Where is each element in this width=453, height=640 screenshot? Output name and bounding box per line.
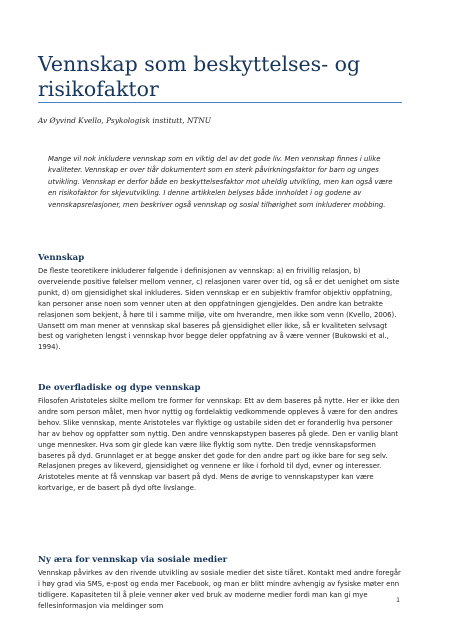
section-body-overfladiske: Filosofen Aristoteles skilte mellom tre former for vennskap: Ett av dem baseres på nytte. Her er ikke den andre som person målet, men hvor nyttig og fordelaktig vedkommende oppleves å være for den andres behov. Slike vennskap, mente Aristoteles var flyktige og ustabile siden det er foranderlig hva personer har av behov og oppfatter som nyttig. Den andre vennskapstypen baseres på glede. Den er vanlig blant unge mennesker. Hva som gir glede kan være like flyktig som nytte. Den tredje vennskapsformen baseres på dyd. Grunnlaget er at begge ønsker det gode for den andre part og ikke bare for seg selv. Relasjonen preges av likeverd, gjensidighet og vennene er like i forhold til dyd, evner og interesser. Aristoteles mente at få vennskap var basert på dyd. Mens de øvrige to vennskapstyper kan være kortvarige, er de basert på dyd ofte livslange. — [38, 397, 400, 493]
page-number: 1 — [396, 596, 401, 604]
title-divider — [38, 102, 402, 103]
section-body-vennskap: De fleste teoretikere inkluderer følgende i definisjonen av vennskap: a) en frivillig relasjon, b) overveiende positive følelser mellom venner, c) relasjonen varer over tid, og så er det uenighet om siste punkt, d) om gjensidighet skal inkluderes. Siden vennskap er en subjektiv framfor objektiv oppfatning, kan personer anse noen som venner uten at den oppfatningen gjengjeldes. Den andre kan betrakte relasjonen som bekjent, å høre til i samme miljø, vite om hverandre, men ikke som venn (Kvello, 2006). Uansett om man mener at vennskap skal baseres på gjensidighet eller ikke, så er kvaliteten selvsagt best og varigheten lengst i vennskap hvor begge deler oppfatning av å være venner (Bukowski et al., 1994). — [38, 267, 400, 352]
section-body-sosiale-medier: Vennskap påvirkes av den rivende utvikling av sosiale medier det siste tiåret. Kontakt med andre foregår i høy grad via SMS, e-post og enda mer Facebook, og man er blitt mindre avhengig av fysiske møter enn tidligere. Kapasiteten til å pleie venner øker ved bruk av moderne medier fordi man kan gi mye fellesinformasjon via meldinger som — [38, 569, 401, 610]
section-heading-vennskap: Vennskap — [38, 253, 85, 263]
article-title: Vennskap som beskyttelses- og risikofaktor — [38, 52, 361, 101]
section-heading-overfladiske: De overfladiske og dype vennskap — [38, 383, 201, 393]
abstract-paragraph: Mange vil nok inkludere vennskap som en viktig del av det gode liv. Men vennskap finnes i ulike kvaliteter. Vennskap er over tiår dokumentert som en sterk påvirkningsfaktor for barn og unges utvikling. Vennskap er derfor både en beskyttelsesfaktor mot uheldig utvikling, men kan også være en risikofaktor for skjevutvikling. I denne artikkelen belyses både innholdet i og godene av vennskapsrelasjoner, men beskriver også vennskap og sosial tilhørighet som inkluderer mobbing. — [48, 155, 393, 209]
section-heading-sosiale-medier: Ny æra for vennskap via sosiale medier — [38, 555, 228, 565]
author-line: Av Øyvind Kvello, Psykologisk institutt, NTNU — [38, 116, 212, 125]
